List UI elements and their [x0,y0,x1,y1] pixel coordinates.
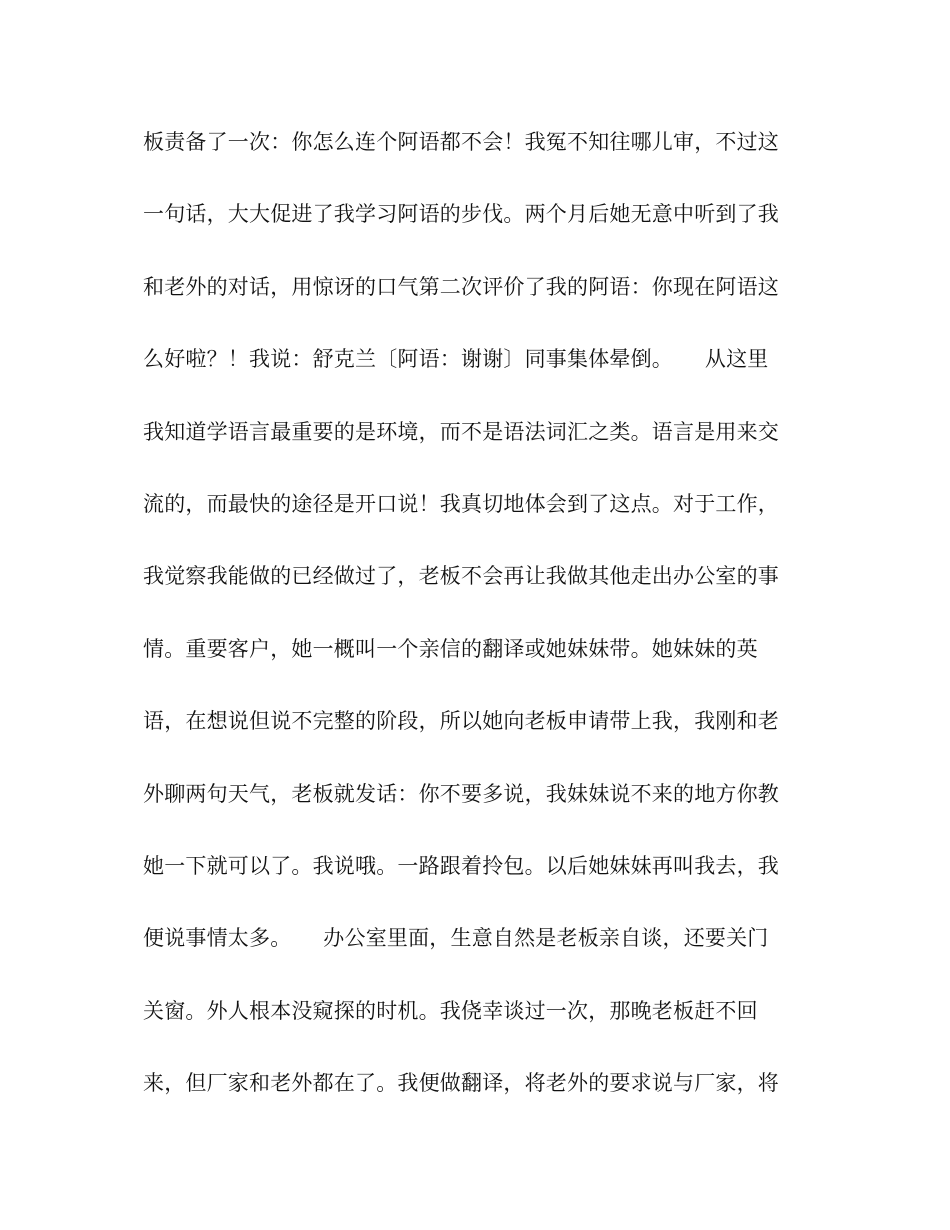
text-line-8: 情。重要客户，她一概叫一个亲信的翻译或她妹妹带。她妹妹的英 [143,636,758,661]
text-line-6: 流的，而最快的途径是开口说！我真切地体会到了这点。对于工作， [143,491,779,516]
text-line-10: 外聊两句天气，老板就发话：你不要多说，我妹妹说不来的地方你教 [143,781,779,806]
text-line-9: 语，在想说但说不完整的阶段，所以她向老板申请带上我，我刚和老 [143,709,779,734]
text-line-5: 我知道学语言最重要的是环境，而不是语法词汇之类。语言是用来交 [143,419,779,444]
text-line-13: 关窗。外人根本没窥探的时机。我侥幸谈过一次，那晚老板赶不回 [143,998,758,1023]
text-line-4: 么好啦？！我说：舒克兰〔阿语：谢谢〕同事集体晕倒。 从这里 [143,347,769,372]
text-line-2: 一句话，大大促进了我学习阿语的步伐。两个月后她无意中听到了我 [143,202,779,227]
text-line-1: 板责备了一次：你怎么连个阿语都不会！我冤不知往哪儿审，不过这 [143,130,779,154]
text-line-3: 和老外的对话，用惊讶的口气第二次评价了我的阿语：你现在阿语这 [143,274,779,299]
body-text [143,124,803,1137]
text-line-7: 我觉察我能做的已经做过了，老板不会再让我做其他走出办公室的事 [143,564,779,589]
text-line-14: 来，但厂家和老外都在了。我便做翻译，将老外的要求说与厂家，将 [143,1071,779,1096]
text-line-11: 她一下就可以了。我说哦。一路跟着拎包。以后她妹妹再叫我去，我 [143,853,779,878]
text-line-12: 便说事情太多。 办公室里面，生意自然是老板亲自谈，还要关门 [143,926,769,951]
